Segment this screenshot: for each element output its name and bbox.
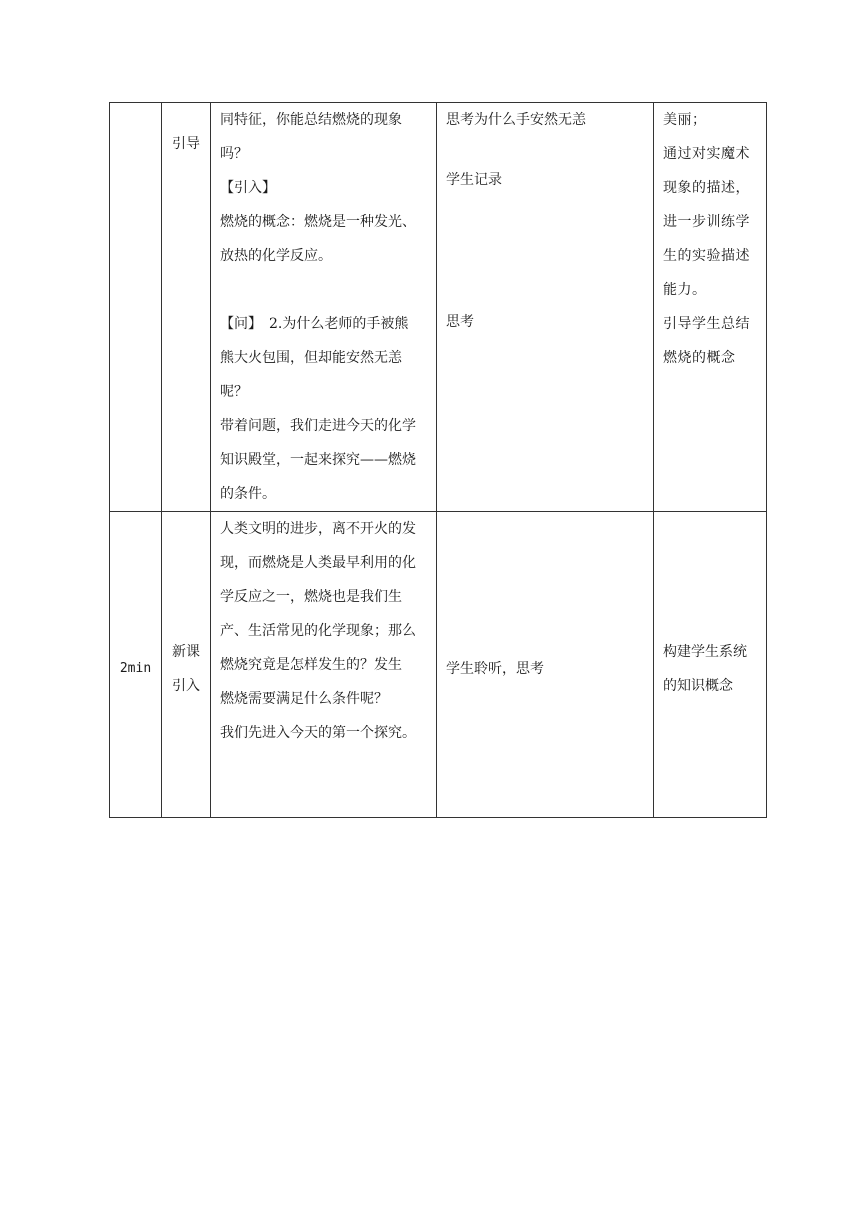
design-intent-cell — [654, 103, 767, 512]
design-line: 现象的描述， — [663, 180, 750, 196]
student-activity-cell — [437, 103, 654, 512]
design-line: 的知识概念 — [663, 678, 733, 694]
teacher-line: 放热的化学反应。 — [220, 248, 332, 264]
student-line: 学生聆听，思考 — [446, 661, 544, 677]
teacher-line: 燃烧的概念：燃烧是一种发光、 — [220, 214, 416, 230]
time-cell — [110, 512, 162, 818]
teacher-line — [220, 273, 430, 307]
student-activity-cell — [437, 512, 654, 818]
student-line: 思考 — [446, 314, 474, 330]
lesson-plan-table — [109, 102, 767, 818]
design-line: 构建学生系统 — [663, 644, 747, 660]
teacher-line: 产、生活常见的化学现象；那么 — [220, 623, 416, 639]
phase-line: 新课 — [172, 644, 200, 660]
teacher-line: 带着问题，我们走进今天的化学 — [220, 418, 416, 434]
teacher-line: 燃烧究竟是怎样发生的？发生 — [220, 657, 402, 673]
phase-cell — [162, 512, 211, 818]
teacher-line: 同特征，你能总结燃烧的现象 — [220, 112, 402, 128]
design-line: 美丽； — [663, 112, 707, 128]
teacher-line: 知识殿堂，一起来探究——燃烧 — [220, 452, 416, 468]
design-line: 能力。 — [663, 282, 707, 298]
teacher-line: 学反应之一，燃烧也是我们生 — [220, 589, 402, 605]
teacher-line: 呢？ — [220, 384, 248, 400]
design-line: 生的实验描述 — [663, 248, 750, 264]
teacher-activity-cell — [211, 103, 437, 512]
time-text: 2min — [119, 661, 152, 676]
table-row — [110, 512, 767, 818]
phase-line: 引导 — [172, 136, 200, 152]
student-line: 思考为什么手安然无恙 — [446, 112, 586, 128]
table-row — [110, 103, 767, 512]
teacher-line: 【引入】 — [220, 180, 276, 196]
teacher-line: 的条件。 — [220, 486, 276, 502]
design-line: 引导学生总结 — [663, 316, 750, 332]
student-line: 学生记录 — [446, 172, 502, 188]
design-line: 通过对实魔术 — [663, 146, 750, 162]
teacher-line: 人类文明的进步，离不开火的发 — [220, 521, 416, 537]
teacher-line: 我们先进入今天的第一个探究。 — [220, 725, 416, 741]
design-line: 燃烧的概念 — [663, 350, 736, 366]
teacher-line: 吗？ — [220, 146, 248, 162]
time-cell — [110, 103, 162, 512]
design-intent-cell — [654, 512, 767, 818]
phase-cell — [162, 103, 211, 512]
teacher-line: 【问】 2.为什么老师的手被熊 — [220, 316, 409, 332]
time-text — [119, 103, 155, 137]
design-line: 进一步训练学 — [663, 214, 750, 230]
teacher-activity-cell — [211, 512, 437, 818]
teacher-line: 现，而燃烧是人类最早利用的化 — [220, 555, 416, 571]
phase-line: 引入 — [172, 678, 200, 694]
teacher-line: 熊大火包围，但却能安然无恙 — [220, 350, 402, 366]
teacher-line: 燃烧需要满足什么条件呢？ — [220, 691, 388, 707]
